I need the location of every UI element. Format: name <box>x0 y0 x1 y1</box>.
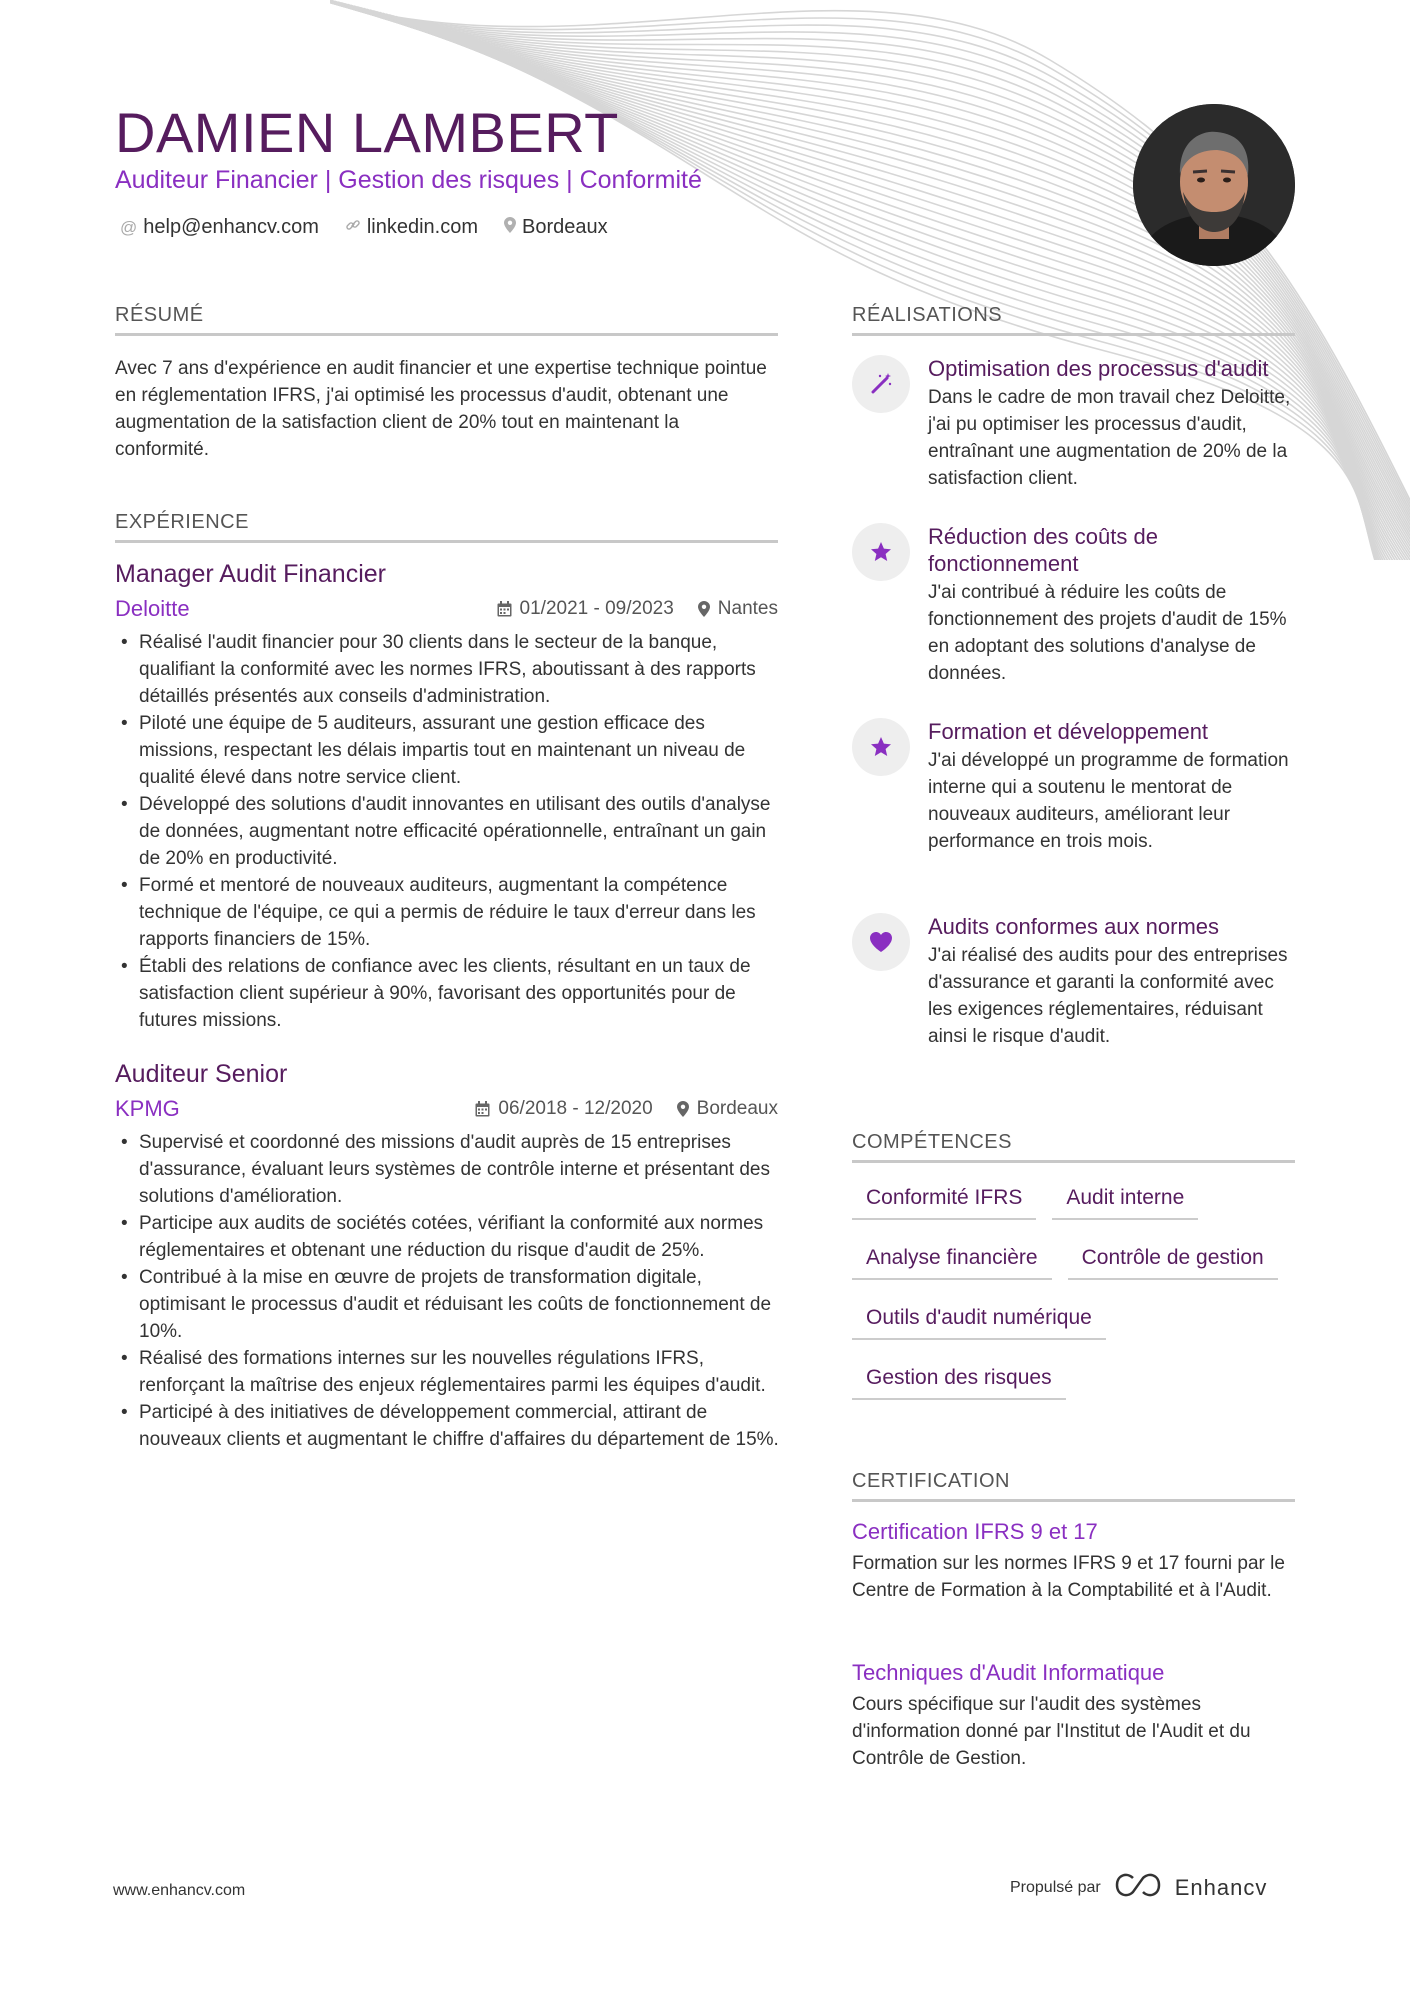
contact-email-text: help@enhancv.com <box>143 216 319 238</box>
powered-by-label: Propulsé par <box>1010 1878 1101 1896</box>
heart-icon <box>852 913 910 971</box>
job-dates <box>475 1098 652 1120</box>
magic-wand-icon <box>852 355 910 413</box>
job-location <box>677 1098 778 1120</box>
summary-section-title: RÉSUMÉ <box>115 304 778 336</box>
brand-name: Enhancv <box>1174 1874 1268 1900</box>
achievement-description: J'ai réalisé des audits pour des entreprises d'assurance et garanti la conformité avec les exigences réglementaires, réduisant ainsi le risque d'audit. <box>928 945 1288 1047</box>
achievement-item <box>852 523 1292 687</box>
skill-tag: Outils d'audit numérique <box>852 1300 1106 1340</box>
star-icon <box>852 523 910 581</box>
job-location-text: Nantes <box>717 598 778 619</box>
skill-tag: Analyse financière <box>852 1240 1052 1280</box>
skill-tag: Audit interne <box>1052 1180 1198 1220</box>
job-bullet: • Réalisé des formations internes sur les nouvelles régulations IFRS, renforçant la maîtrise des enjeux réglementaires parmi les équipes d'audit. <box>115 1345 785 1399</box>
at-icon: @ <box>120 217 138 237</box>
achievement-title: Audits conformes aux normes <box>928 914 1220 939</box>
certification-description: Formation sur les normes IFRS 9 et 17 fourni par le Centre de Formation à la Comptabilité et à l'Audit. <box>852 1553 1285 1601</box>
job-location-text: Bordeaux <box>696 1098 778 1119</box>
contact-email[interactable] <box>120 216 319 239</box>
certification-item <box>852 1659 1297 1772</box>
job-role: Auditeur Senior <box>115 1060 288 1088</box>
job-bullet: • Contribué à la mise en œuvre de projets de transformation digitale, optimisant le processus d'audit et réduisant les coûts de fonctionnement de 10%. <box>115 1264 785 1345</box>
job-role: Manager Audit Financier <box>115 560 386 588</box>
contact-linkedin[interactable] <box>345 216 478 239</box>
summary-text: Avec 7 ans d'expérience en audit financier et une expertise technique pointue en réglementation IFRS, j'ai optimisé les processus d'audit, obtenant une augmentation de la satisfaction client de 20% tout en maintenant la conformité. <box>115 358 767 460</box>
certification-description: Cours spécifique sur l'audit des systèmes d'information donné par l'Institut de l'Audit et du Contrôle de Gestion. <box>852 1694 1251 1769</box>
achievement-description: Dans le cadre de mon travail chez Deloitte, j'ai pu optimiser les processus d'audit, entraînant une augmentation de 20% de la satisfaction client. <box>928 387 1291 489</box>
job-details <box>115 1096 778 1122</box>
job-bullet: • Piloté une équipe de 5 auditeurs, assurant une gestion efficace des missions, respectant les délais impartis tout en maintenant un niveau de qualité élevé dans notre service client. <box>115 710 785 791</box>
job-bullet: • Établi des relations de confiance avec les clients, résultant en un taux de satisfaction client supérieur à 90%, favorisant des opportunités pour de futures missions. <box>115 953 785 1034</box>
experience-section-title: EXPÉRIENCE <box>115 511 778 543</box>
achievement-description: J'ai contribué à réduire les coûts de fonctionnement des projets d'audit de 15% en adoptant des solutions d'analyse de données. <box>928 582 1287 684</box>
skills-list <box>852 1180 1297 1400</box>
skill-tag: Conformité IFRS <box>852 1180 1036 1220</box>
job-bullet: • Participé à des initiatives de développement commercial, attirant de nouveaux clients et augmentant le chiffre d'affaires du département de 15%. <box>115 1399 785 1453</box>
achievement-description: J'ai développé un programme de formation interne qui a soutenu le mentorat de nouveaux auditeurs, améliorant leur performance en trois mois. <box>928 750 1289 852</box>
candidate-headline: Auditeur Financier | Gestion des risques | Conformité <box>115 166 702 194</box>
calendar-icon <box>497 601 512 617</box>
job-company: KPMG <box>115 1096 180 1121</box>
avatar <box>1133 104 1295 266</box>
contact-location <box>504 216 608 239</box>
contact-linkedin-text: linkedin.com <box>366 216 479 238</box>
star-icon <box>852 718 910 776</box>
candidate-name: DAMIEN LAMBERT <box>115 101 619 164</box>
achievement-title: Réduction des coûts de fonctionnement <box>928 524 1158 576</box>
job-bullets <box>115 629 785 1034</box>
job-bullet: • Participe aux audits de sociétés cotées, vérifiant la conformité aux normes réglementaires et obtenant une réduction du risque d'audit de 25%. <box>115 1210 785 1264</box>
certification-title: Techniques d'Audit Informatique <box>852 1660 1165 1685</box>
skills-section-title: COMPÉTENCES <box>852 1131 1295 1163</box>
job-bullet: • Supervisé et coordonné des missions d'audit auprès de 15 entreprises d'assurance, évaluant leurs systèmes de contrôle interne et présentant des solutions d'amélioration. <box>115 1129 785 1210</box>
job-bullets <box>115 1129 785 1453</box>
achievement-title: Formation et développement <box>928 719 1209 744</box>
location-pin-icon <box>698 601 710 617</box>
achievement-item <box>852 718 1292 855</box>
job-location <box>698 598 778 620</box>
skill-tag: Contrôle de gestion <box>1068 1240 1278 1280</box>
job-dates-text: 06/2018 - 12/2020 <box>498 1098 653 1119</box>
achievement-item <box>852 913 1292 1050</box>
job-bullet: • Développé des solutions d'audit innovantes en utilisant des outils d'analyse de données, augmentant notre efficacité opérationnelle, entraînant un gain de 20% en productivité. <box>115 791 785 872</box>
link-icon <box>345 217 361 238</box>
skill-tag: Gestion des risques <box>852 1360 1066 1400</box>
job-bullet: • Réalisé l'audit financier pour 30 clients dans le secteur de la banque, qualifiant la conformité avec les normes IFRS, aboutissant à des rapports détaillés présentés aux conseils d'administration. <box>115 629 785 710</box>
job-dates-text: 01/2021 - 09/2023 <box>519 598 674 619</box>
contact-location-text: Bordeaux <box>522 216 608 238</box>
job-details <box>115 596 778 622</box>
achievements-section-title: RÉALISATIONS <box>852 304 1295 336</box>
location-pin-icon <box>677 1101 689 1117</box>
location-pin-icon <box>504 217 516 238</box>
job-dates <box>497 598 674 620</box>
certification-section-title: CERTIFICATION <box>852 1470 1295 1502</box>
certification-item <box>852 1518 1297 1604</box>
enhancv-logo-icon <box>1115 1872 1161 1903</box>
footer-branding <box>1010 1872 1267 1903</box>
certification-title: Certification IFRS 9 et 17 <box>852 1519 1098 1544</box>
calendar-icon <box>475 1101 490 1117</box>
achievement-title: Optimisation des processus d'audit <box>928 356 1269 381</box>
footer-website[interactable]: www.enhancv.com <box>113 1882 246 1899</box>
contact-bar <box>120 216 608 239</box>
job-bullet: • Formé et mentoré de nouveaux auditeurs, augmentant la compétence technique de l'équipe, ce qui a permis de réduire le taux d'erreur dans les rapports financiers de 15%. <box>115 872 785 953</box>
achievement-item <box>852 355 1292 492</box>
job-company: Deloitte <box>115 596 190 621</box>
